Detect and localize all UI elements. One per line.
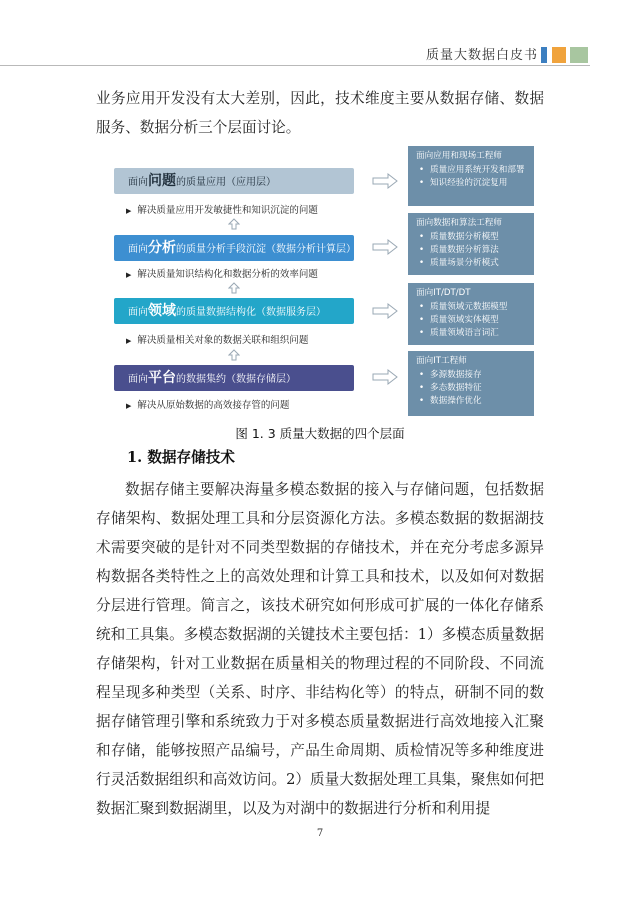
audience-item: • 知识经验的沉淀复用	[416, 177, 528, 190]
audience-box-application	[408, 146, 534, 206]
up-arrow-icon	[228, 349, 240, 361]
audience-item: • 质量领域实体模型	[416, 314, 528, 327]
audience-box-storage	[408, 351, 534, 416]
layer-storage-solves	[126, 397, 289, 411]
header-title: 质量大数据白皮书	[425, 48, 538, 63]
layer-prefix: 面向	[128, 307, 148, 318]
four-layer-diagram	[96, 146, 544, 416]
audience-title: 面向应用和现场工程师	[416, 151, 502, 161]
body-paragraph: 数据存储主要解决海量多模态数据的接入与存储问题，包括数据存储架构、数据处理工具和分层资源化方法。多模态数据的数据湖技术需要突破的是针对不同类型数据的存储技术，并在充分考虑多源异构数据各类特性之上的高效处理和计算工具和技术，以及如何对数据分层进行管理。简言之，该技术研究如何形成可扩展的一体化存储系统和工具集。多模态数据湖的关键技术主要包括：1）多模态质量数据存储架构，针对工业数据在质量相关的物理过程的不同阶段、不同流程呈现多种类型（关系、时序、非结构化等）的特点，研制不同的数据存储管理引擎和系统致力于对多模态质量数据进行高效地接入汇聚和存储，能够按照产品编号，产品生命周期、质检情况等多种维度进行灵活数据组织和高效访问。2）质量大数据处理工具集，聚焦如何把数据汇聚到数据湖里，以及为对湖中的数据进行分析和利用提	[96, 481, 544, 817]
figure-caption: 图 1. 3 质量大数据的四个层面	[235, 426, 405, 441]
audience-item: • 数据操作优化	[416, 395, 528, 408]
audience-title: 面向IT/DT/DT	[416, 288, 471, 298]
header-decor-green	[570, 47, 588, 63]
audience-item: • 质量领域语言词汇	[416, 327, 528, 340]
layer-prefix: 面向	[128, 244, 148, 255]
audience-list	[416, 164, 528, 190]
solves-text: 解决从原始数据的高效接存管的问题	[137, 400, 290, 411]
audience-item: • 质量应用系统开发和部署	[416, 164, 528, 177]
triangle-bullet-icon: ▶	[126, 337, 132, 345]
right-arrow-icon	[372, 369, 398, 385]
layer-prefix: 面向	[128, 374, 148, 385]
right-arrow-icon	[372, 303, 398, 319]
audience-list	[416, 231, 528, 270]
layer-service-solves	[126, 332, 308, 346]
triangle-bullet-icon: ▶	[126, 402, 132, 410]
up-arrow-icon	[228, 282, 240, 294]
audience-item: • 质量领域元数据模型	[416, 301, 528, 314]
layer-suffix: 的质量数据结构化（数据服务层）	[176, 307, 326, 318]
header-decor-orange	[552, 47, 566, 63]
layer-service	[114, 298, 354, 324]
audience-item: • 质量数据分析模型	[416, 231, 528, 244]
up-arrow-icon	[228, 218, 240, 230]
triangle-bullet-icon: ▶	[126, 271, 132, 279]
layer-suffix: 的数据集约（数据存储层）	[176, 374, 296, 385]
layer-suffix: 的质量分析手段沉淀（数据分析计算层）	[176, 244, 356, 255]
audience-title: 面向数据和算法工程师	[416, 218, 502, 228]
audience-item: • 质量场景分析模式	[416, 257, 528, 270]
audience-item: • 多源数据接存	[416, 369, 528, 382]
layer-keyword: 平台	[148, 370, 176, 386]
page-header	[0, 0, 640, 70]
intro-paragraph: 业务应用开发没有太大差别，因此，技术维度主要从数据存储、数据服务、数据分析三个层面讨论。	[96, 90, 544, 136]
audience-item: • 质量数据分析算法	[416, 244, 528, 257]
audience-box-analysis	[408, 213, 534, 275]
layer-prefix: 面向	[128, 177, 148, 188]
header-decor-blue	[541, 47, 547, 63]
layer-keyword: 问题	[148, 173, 176, 189]
section-heading: 1. 数据存储技术	[127, 449, 235, 466]
solves-text: 解决质量知识结构化和数据分析的效率问题	[137, 269, 318, 280]
right-arrow-icon	[372, 239, 398, 255]
layer-suffix: 的质量应用（应用层）	[176, 177, 276, 188]
layer-storage	[114, 365, 354, 391]
triangle-bullet-icon: ▶	[126, 207, 132, 215]
audience-list	[416, 369, 528, 408]
audience-box-service	[408, 283, 534, 345]
page-number: 7	[316, 828, 324, 839]
audience-list	[416, 301, 528, 340]
header-rule	[0, 65, 590, 66]
layer-keyword: 分析	[148, 240, 176, 256]
audience-title: 面向IT工程师	[416, 356, 467, 366]
solves-text: 解决质量应用开发敏捷性和知识沉淀的问题	[137, 205, 318, 216]
layer-application-solves	[126, 202, 318, 216]
solves-text: 解决质量相关对象的数据关联和组织问题	[137, 335, 309, 346]
right-arrow-icon	[372, 173, 398, 189]
layer-keyword: 领域	[148, 303, 176, 319]
layer-analysis	[114, 235, 354, 261]
layer-application	[114, 168, 354, 194]
layer-analysis-solves	[126, 266, 318, 280]
audience-item: • 多态数据特征	[416, 382, 528, 395]
